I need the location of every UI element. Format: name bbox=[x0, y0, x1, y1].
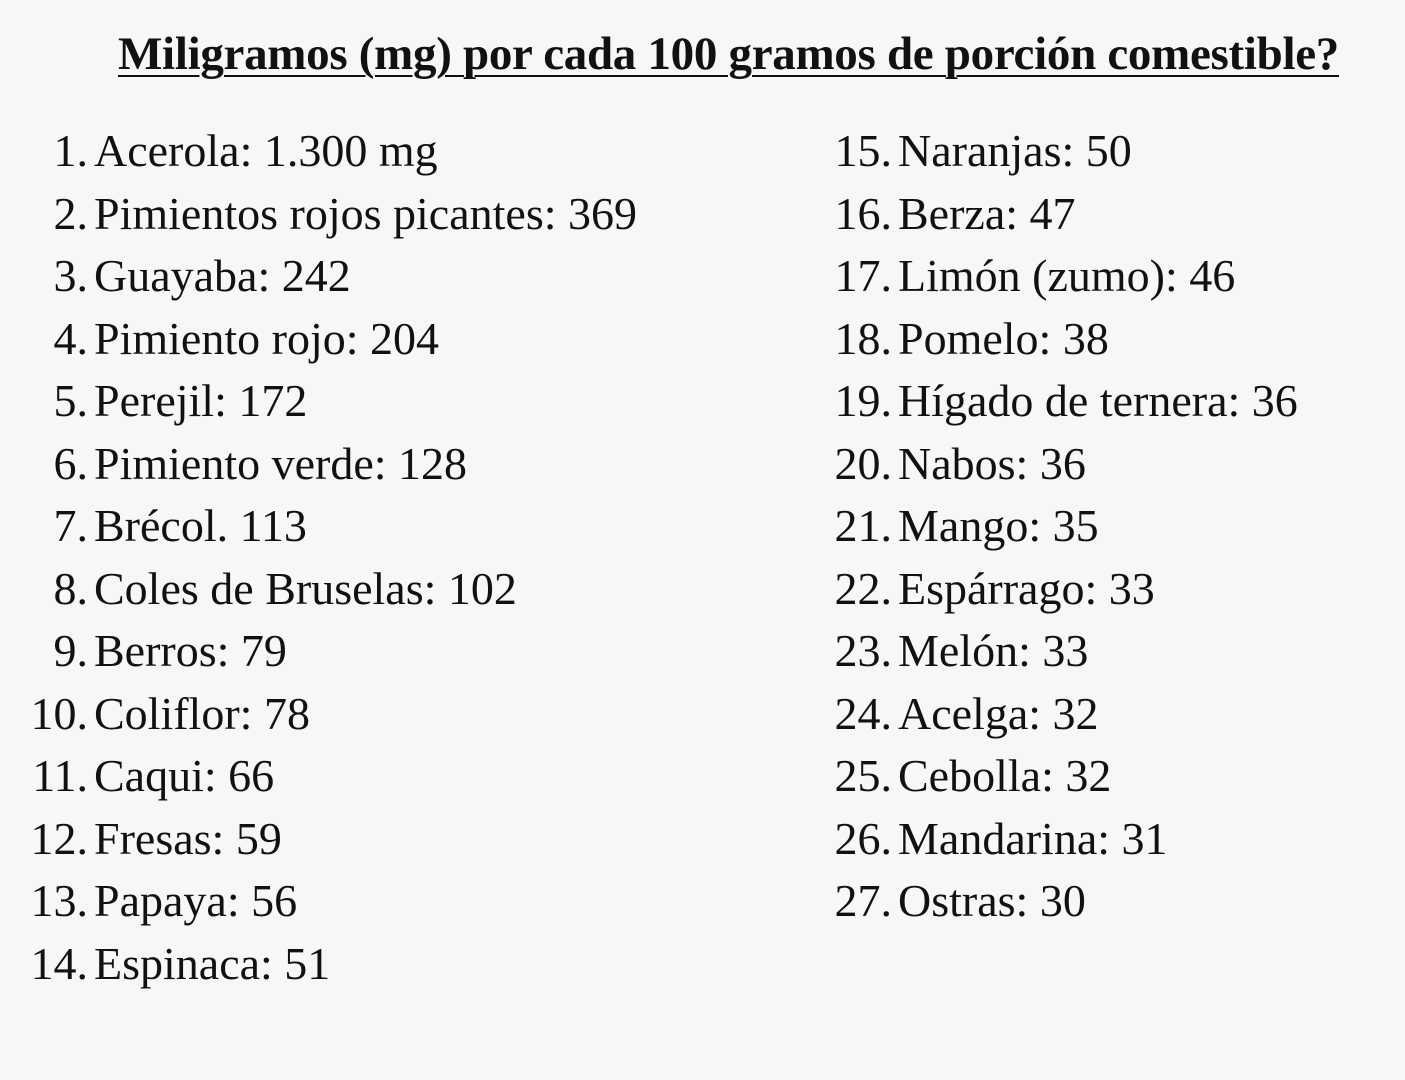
item-number: 19. bbox=[834, 375, 892, 426]
item-number: 7. bbox=[53, 500, 88, 551]
list-item bbox=[22, 933, 782, 996]
item-text: Caqui: 66 bbox=[94, 750, 275, 801]
list-item bbox=[818, 370, 1398, 433]
item-number: 27. bbox=[834, 875, 892, 926]
list-item bbox=[22, 245, 782, 308]
item-number: 17. bbox=[834, 250, 892, 301]
list-item bbox=[22, 495, 782, 558]
item-text: Naranjas: 50 bbox=[898, 125, 1132, 176]
item-text: Espárrago: 33 bbox=[898, 562, 1155, 614]
item-text: Perejil: 172 bbox=[94, 375, 308, 426]
item-text: Coliflor: 78 bbox=[94, 687, 310, 739]
item-number: 20. bbox=[834, 437, 892, 489]
item-number: 14. bbox=[30, 937, 88, 989]
item-text: Papaya: 56 bbox=[94, 875, 298, 926]
list-item bbox=[22, 120, 782, 183]
list-item bbox=[818, 183, 1398, 246]
item-text: Berros: 79 bbox=[94, 625, 287, 676]
item-text: Guayaba: 242 bbox=[94, 250, 351, 301]
item-number: 8. bbox=[53, 562, 88, 614]
list-item bbox=[22, 183, 782, 246]
item-text: Cebolla: 32 bbox=[898, 750, 1112, 801]
item-text: Pimiento rojo: 204 bbox=[94, 312, 439, 364]
item-text: Fresas: 59 bbox=[94, 812, 282, 864]
list-item bbox=[22, 620, 782, 683]
item-number: 24. bbox=[834, 687, 892, 739]
item-number: 11. bbox=[32, 750, 88, 801]
item-text: Espinaca: 51 bbox=[94, 937, 331, 989]
item-text: Melón: 33 bbox=[898, 625, 1089, 676]
list-item bbox=[818, 245, 1398, 308]
item-number: 12. bbox=[30, 812, 88, 864]
item-text: Ostras: 30 bbox=[898, 875, 1086, 926]
list-item bbox=[818, 683, 1398, 746]
item-text: Pimientos rojos picantes: 369 bbox=[94, 187, 638, 239]
item-number: 23. bbox=[834, 625, 892, 676]
list-item bbox=[22, 870, 782, 933]
item-number: 21. bbox=[834, 500, 892, 551]
list-item bbox=[818, 870, 1398, 933]
list-item bbox=[818, 308, 1398, 371]
left-column-list bbox=[22, 120, 782, 995]
item-number: 10. bbox=[30, 687, 88, 739]
item-number: 6. bbox=[53, 437, 88, 489]
item-text: Mango: 35 bbox=[898, 500, 1099, 551]
item-text: Berza: 47 bbox=[898, 187, 1076, 239]
list-item bbox=[22, 433, 782, 496]
item-number: 25. bbox=[834, 750, 892, 801]
list-item bbox=[818, 558, 1398, 621]
item-text: Mandarina: 31 bbox=[898, 812, 1168, 864]
item-number: 15. bbox=[834, 125, 892, 176]
item-number: 5. bbox=[53, 375, 88, 426]
list-item bbox=[22, 745, 782, 808]
item-number: 2. bbox=[53, 187, 88, 239]
list-item bbox=[818, 620, 1398, 683]
item-text: Coles de Bruselas: 102 bbox=[94, 562, 517, 614]
item-number: 18. bbox=[834, 312, 892, 364]
item-number: 9. bbox=[53, 625, 88, 676]
list-item bbox=[818, 120, 1398, 183]
item-number: 3. bbox=[53, 250, 88, 301]
item-text: Nabos: 36 bbox=[898, 437, 1086, 489]
right-column-list bbox=[818, 120, 1398, 933]
item-text: Acerola: 1.300 mg bbox=[94, 125, 438, 176]
list-item bbox=[22, 808, 782, 871]
list-item bbox=[818, 495, 1398, 558]
item-text: Acelga: 32 bbox=[898, 687, 1099, 739]
list-item bbox=[818, 808, 1398, 871]
item-text: Brécol. 113 bbox=[94, 500, 307, 551]
document-title: Miligramos (mg) por cada 100 gramos de porción comestible? bbox=[118, 28, 1339, 80]
item-number: 4. bbox=[53, 312, 88, 364]
item-number: 22. bbox=[834, 562, 892, 614]
item-text: Pomelo: 38 bbox=[898, 312, 1109, 364]
item-number: 13. bbox=[30, 875, 88, 926]
item-number: 16. bbox=[834, 187, 892, 239]
list-item bbox=[818, 745, 1398, 808]
item-number: 1. bbox=[53, 125, 88, 176]
list-item bbox=[22, 558, 782, 621]
item-number: 26. bbox=[834, 812, 892, 864]
item-text: Pimiento verde: 128 bbox=[94, 437, 468, 489]
item-text: Hígado de ternera: 36 bbox=[898, 375, 1298, 426]
list-item bbox=[22, 370, 782, 433]
list-item bbox=[818, 433, 1398, 496]
item-text: Limón (zumo): 46 bbox=[898, 250, 1236, 301]
list-item bbox=[22, 308, 782, 371]
list-item bbox=[22, 683, 782, 746]
